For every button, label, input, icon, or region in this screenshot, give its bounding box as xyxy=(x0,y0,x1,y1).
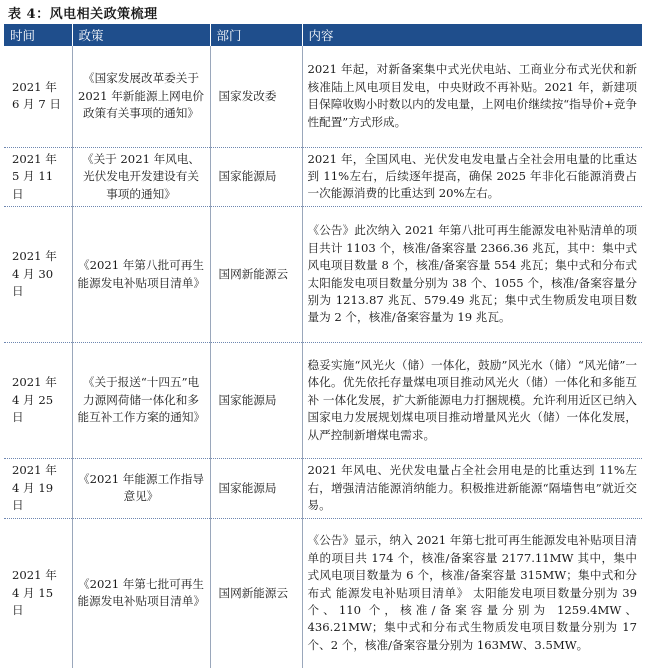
cell-content: 《公告》此次纳入 2021 年第八批可再生能源发电补贴清单的项目共计 1103 个，核准/备案容量 2366.36 兆瓦，其中：集中式风电项目数量 8 个，核准/备案容量 554 兆瓦；集中式和分布式太阳能发电项目数量分别为 38 个、1055 个，核准/备案容量分别为 1213.87 兆瓦、579.49 兆瓦；集中式生物质发电项目数量为 2 个，核准/备案容量为 19 兆瓦。 xyxy=(302,207,642,343)
cell-dept: 国家能源局 xyxy=(210,459,302,519)
cell-time: 2021 年 4 月 15 日 xyxy=(4,518,72,668)
header-content: 内容 xyxy=(302,24,642,46)
table-row xyxy=(4,207,642,343)
cell-content: 2021 年起，对新备案集中式光伏电站、工商业分布式光伏和新核准陆上风电项目发电，中央财政不再补贴。2021 年，新建项目保障收购小时数以内的发电量，上网电价继续按“指导价+竞争性配置”方式形成。 xyxy=(302,46,642,147)
header-time: 时间 xyxy=(4,24,72,46)
table-row xyxy=(4,147,642,207)
cell-policy: 《关于 2021 年风电、光伏发电开发建设有关事项的通知》 xyxy=(72,147,210,207)
cell-dept: 国家能源局 xyxy=(210,343,302,459)
cell-time: 2021 年 6 月 7 日 xyxy=(4,46,72,147)
cell-dept: 国家能源局 xyxy=(210,147,302,207)
cell-policy: 《国家发展改革委关于 2021 年新能源上网电价政策有关事项的通知》 xyxy=(72,46,210,147)
cell-content: 《公告》显示，纳入 2021 年第七批可再生能源发电补贴项目清单的项目共 174 个，核准/备案容量 2177.11MW 其中，集中式风电项目数量为 6 个，核准/备案容量 315MW；集中式和分布式 能源发电补贴项目清单》 太阳能发电项目数量分别为 39 个、110 个，核准/备案容量分别为 1259.4MW、436.21MW；集中式和分布式生物质发电项目数量分别为 17 个、2 个，核准/备案容量分别为 163MW、3.5MW。 xyxy=(307,533,637,652)
cell-dept: 国网新能源云 xyxy=(210,518,302,668)
cell-policy: 《2021 年能源工作指导意见》 xyxy=(72,459,210,519)
cell-policy: 《2021 年第七批可再生能源发电补贴项目清单》 xyxy=(72,518,210,668)
table-row xyxy=(4,343,642,459)
cell-time: 2021 年 4 月 25 日 xyxy=(4,343,72,459)
cell-content: 2021 年风电、光伏发电量占全社会用电是的比重达到 11%左右，增强清洁能源消纳能力。积极推进新能源“隔墙售电”就近交易。 xyxy=(302,459,642,519)
cell-content: 稳妥实施“风光火（储）一体化，鼓励”风光水（储）“风光储”一体化。优先依托存量煤电项目推动风光火（储）一体化和多能互补 一体化发展，扩大新能源电力打捆规模。允许利用近区已纳入国家电力发展规划煤电项目推动增量风光火（储）一体化发展，从严控制新增煤电需求。 xyxy=(302,343,642,459)
cell-time: 2021 年 5 月 11 日 xyxy=(4,147,72,207)
cell-content: 2021 年，全国风电、光伏发电发电量占全社会用电量的比重达到 11%左右，后续逐年提高，确保 2025 年非化石能源消费占一次能源消费的比重达到 20%左右。 xyxy=(302,147,642,207)
table-row xyxy=(4,46,642,147)
cell-time: 2021 年 4 月 19 日 xyxy=(4,459,72,519)
cell-dept: 国网新能源云 xyxy=(210,207,302,343)
cell-dept: 国家发改委 xyxy=(210,46,302,147)
header-policy: 政策 xyxy=(72,24,210,46)
table-header-row xyxy=(4,24,642,46)
cell-policy: 《关于报送“十四五”电力源网荷储一体化和多能互补工作方案的通知》 xyxy=(72,343,210,459)
cell-policy: 《2021 年第八批可再生能源发电补贴项目清单》 xyxy=(72,207,210,343)
table-caption: 表 4：风电相关政策梳理 xyxy=(8,7,158,22)
policy-table xyxy=(4,24,642,668)
header-dept: 部门 xyxy=(210,24,302,46)
table-row xyxy=(4,459,642,519)
table-row xyxy=(4,518,642,668)
cell-time: 2021 年 4 月 30 日 xyxy=(4,207,72,343)
